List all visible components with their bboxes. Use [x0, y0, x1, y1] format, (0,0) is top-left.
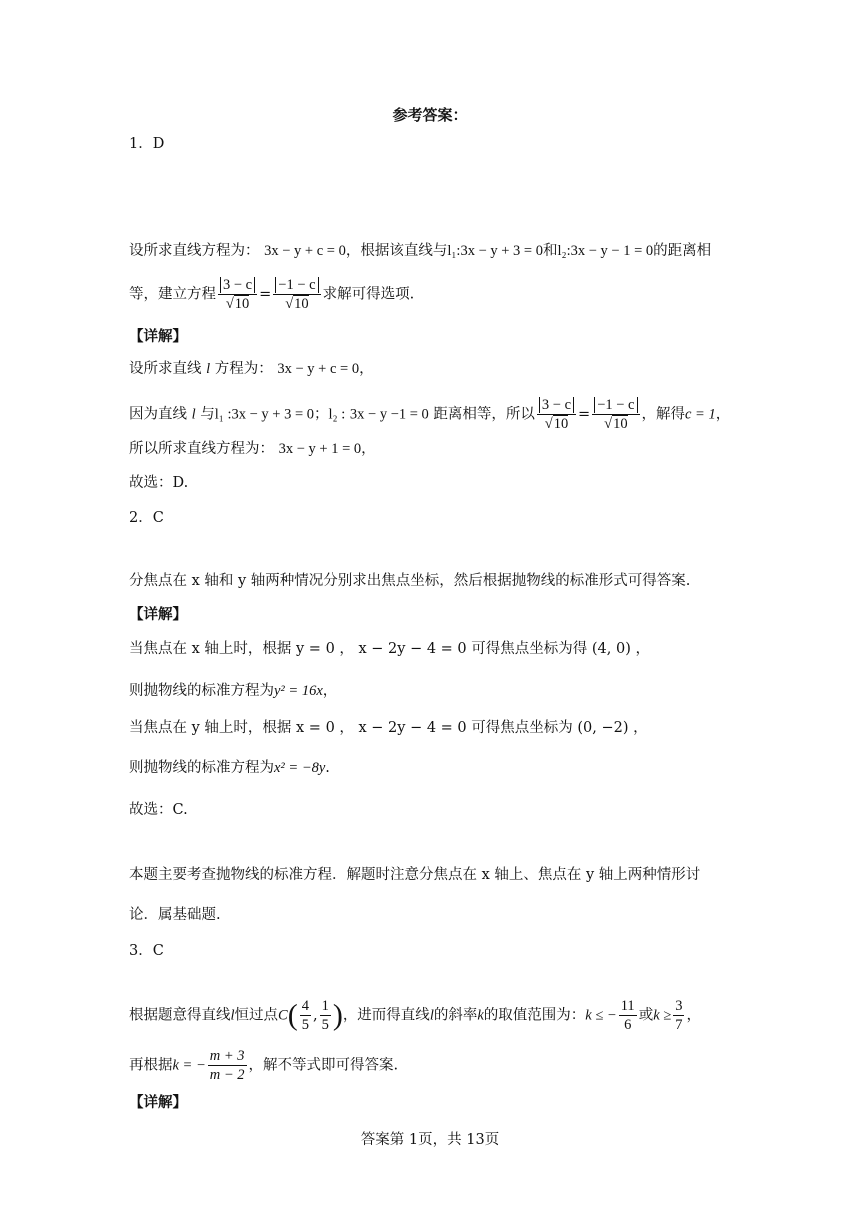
fraction: $\frac{-1 - c}{√10}$: [273, 276, 320, 313]
frac-num: −1 − c: [275, 277, 318, 293]
q2-comment-line2: 论．属基础题.: [129, 907, 221, 923]
equation: 3x − y + 1 = 0: [278, 441, 362, 457]
text: 距离相等，所以: [433, 406, 535, 423]
text: ，: [686, 1007, 701, 1024]
inequality: k ≥: [653, 1007, 672, 1024]
frac-num: 4: [301, 998, 309, 1014]
q1-detail-line3: [129, 438, 376, 460]
text: 则抛物线的标准方程为: [129, 683, 274, 699]
q2-answer: 2．C: [129, 510, 164, 526]
frac-num: 1: [321, 998, 329, 1014]
q2-detail-label: 【详解】: [129, 606, 187, 623]
text: ，根据该直线与: [345, 243, 448, 259]
text: 则抛物线的标准方程为: [129, 760, 274, 776]
frac-num: 3 − c: [539, 397, 574, 413]
equation: y² = 16x: [274, 683, 323, 699]
frac-num: 3 − c: [220, 277, 255, 293]
q3-analysis-line2: [129, 1047, 398, 1084]
text: ，进而得直线: [342, 1007, 430, 1024]
q2-analysis: 分焦点在 x 轴和 y 轴两种情况分别求出焦点坐标，然后根据抛物线的标准形式可得答案.: [129, 573, 691, 589]
text: 等，建立方程: [129, 286, 216, 303]
q1-detail-line2: 因为直线 l 与l₁ :3x − y + 3 = 0；l₂ : 3x − y −1 = 0 距离相等，所以 $\frac{3 - c}{√10}$ = $\frac{-1 - c}{√10}$ ，解得c = 1，: [129, 397, 731, 432]
fraction: [320, 997, 331, 1034]
text: ，解得: [641, 406, 685, 423]
equation: x² = −8y: [274, 760, 326, 776]
q1-answer: 1．D: [129, 136, 165, 152]
fraction: [673, 997, 684, 1034]
frac-den: 10: [294, 296, 309, 312]
var-l: l: [230, 1007, 235, 1024]
text: 与: [200, 406, 215, 423]
text: 方程为：: [214, 361, 273, 377]
equation: 3x − y + c = 0: [277, 361, 360, 377]
equation-l2: l₂:3x − y − 1 = 0: [557, 243, 654, 259]
fraction: $\frac{3 - c}{√10}$: [218, 276, 257, 313]
page-footer: 答案第 1页，共 13页: [360, 1132, 500, 1148]
frac-den: m − 2: [209, 1067, 245, 1083]
q1-choice: 故选：D.: [129, 475, 189, 491]
q2-detail-line4: [129, 757, 330, 779]
q1-analysis-line2: 等，建立方程 $\frac{3 - c}{√10}$ = $\frac{-1 - c}{√10}$ 求解可得选项.: [129, 277, 415, 312]
frac-den: 6: [624, 1017, 632, 1033]
fraction: [300, 997, 311, 1034]
text: 设所求直线: [129, 361, 202, 377]
fraction: $\frac{3 - c}{√10}$: [537, 396, 576, 433]
q2-comment-line1: 本题主要考查抛物线的标准方程．解题时注意分焦点在 x 轴上、焦点在 y 轴上两种情形讨: [129, 867, 701, 883]
page-title: 参考答案：: [392, 106, 468, 124]
frac-den: 5: [321, 1017, 329, 1033]
q3-analysis-line1: 根据题意得直线l恒过点C( $\frac{4}{5}$ , $\frac{1}{5}$ )，进而得直线l的斜率k的取值范围为：k ≤ − $\frac{11}{6}$ 或k ≥ $\frac{3}{7}$ ，: [129, 998, 701, 1033]
text: ，解不等式即可得答案.: [248, 1057, 399, 1074]
q2-detail-line3: 当焦点在 y 轴上时，根据 x = 0 ， x − 2y − 4 = 0 可得焦点坐标为 (0, −2) ，: [129, 720, 648, 736]
frac-den: 5: [301, 1017, 309, 1033]
text: 再根据: [129, 1057, 173, 1074]
frac-num: m + 3: [209, 1048, 245, 1064]
equation-l1: l₁:3x − y + 3 = 0: [447, 243, 543, 259]
text: 因为直线: [129, 406, 187, 423]
text: .: [325, 760, 330, 776]
equation: l₁ :3x − y + 3 = 0: [214, 406, 315, 423]
text: ；: [314, 406, 329, 423]
var-C: C: [278, 1007, 288, 1024]
equation: k = −: [172, 1057, 206, 1074]
text: ，: [715, 406, 731, 423]
text: ，: [361, 441, 376, 457]
inequality: k ≤ −: [585, 1007, 617, 1024]
q3-answer: 3．C: [129, 943, 164, 959]
text: 设所求直线方程为：: [129, 243, 260, 259]
frac-den: 10: [234, 296, 250, 312]
fraction: $\frac{-1 - c}{√10}$: [592, 396, 639, 433]
frac-den: 10: [613, 416, 628, 432]
text: ，: [359, 361, 374, 377]
frac-num: −1 − c: [594, 397, 637, 413]
q2-choice: 故选：C.: [129, 802, 188, 818]
text: ，: [322, 683, 338, 699]
frac-den: 7: [675, 1017, 683, 1033]
q3-detail-label: 【详解】: [129, 1094, 187, 1111]
fraction: [208, 1047, 247, 1084]
var-l: l: [429, 1007, 434, 1024]
text: 求解可得选项.: [322, 286, 415, 303]
text: 或: [638, 1007, 654, 1024]
q1-detail-line1: 设所求直线 l 方程为： 3x − y + c = 0，: [129, 361, 374, 377]
equation: 3x − y −1 = 0: [349, 406, 429, 423]
text: 的取值范围为：: [483, 1007, 586, 1024]
equation: c = 1: [685, 406, 716, 423]
text: 根据题意得直线: [129, 1007, 231, 1024]
var-k: k: [477, 1007, 484, 1024]
q1-analysis-line1: [129, 240, 711, 262]
frac-num: 11: [620, 998, 635, 1014]
text: 的距离相: [653, 243, 712, 259]
equation: 3x − y + c = 0: [264, 243, 346, 259]
text: 和: [542, 243, 558, 259]
frac-num: 3: [675, 998, 683, 1014]
equation: l₂ :: [328, 406, 346, 423]
fraction: [619, 997, 637, 1034]
q2-detail-line2: [129, 680, 337, 702]
text: 恒过点: [234, 1007, 279, 1024]
text: 所以所求直线方程为：: [129, 441, 274, 457]
q1-detail-label: 【详解】: [129, 328, 187, 345]
frac-den: 10: [553, 416, 569, 432]
text: 的斜率: [433, 1007, 478, 1024]
q2-detail-line1: 当焦点在 x 轴上时，根据 y = 0 ， x − 2y − 4 = 0 可得焦点坐标为得 (4, 0) ，: [129, 641, 650, 657]
